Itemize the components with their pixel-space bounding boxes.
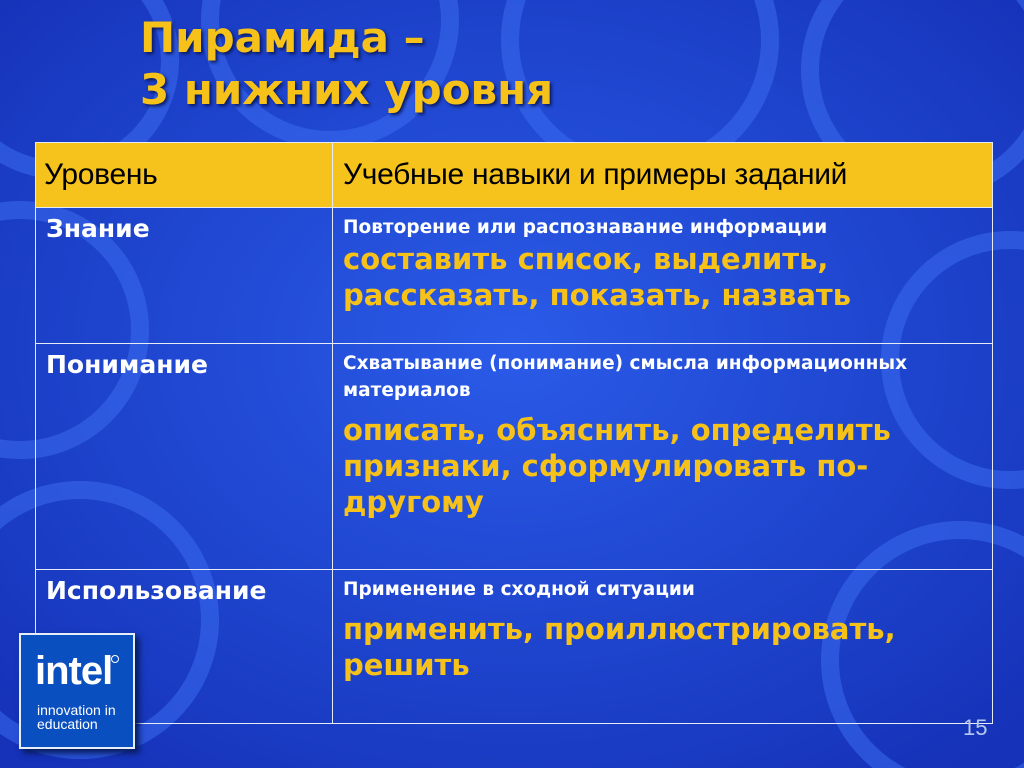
- task-verbs: применить, проиллюстрировать, решить: [343, 612, 896, 682]
- title-line-2: 3 нижних уровня: [140, 65, 554, 114]
- level-cell: [36, 344, 333, 570]
- logo-tagline-line-1: innovation in: [37, 702, 116, 718]
- skill-description: Схватывание (понимание) смысла информационных материалов: [343, 353, 908, 401]
- skill-description: Повторение или распознавание информации: [343, 217, 828, 238]
- page-number: 15: [963, 715, 988, 740]
- header-level: Уровень: [36, 143, 333, 208]
- skill-description: Применение в сходной ситуации: [343, 579, 695, 600]
- title-line-1: Пирамида –: [140, 13, 425, 62]
- task-verbs: описать, объяснить, определить признаки, сформулировать по-другому: [343, 413, 891, 519]
- slide-title: [140, 12, 553, 116]
- level-name: Знание: [46, 214, 150, 243]
- table-row: [36, 344, 993, 570]
- logo-brand: intel: [35, 649, 113, 693]
- level-cell: [36, 208, 333, 344]
- task-verbs: составить список, выделить, рассказать, показать, назвать: [343, 242, 852, 312]
- header-skills: Учебные навыки и примеры заданий: [333, 143, 993, 208]
- table-row: [36, 570, 993, 724]
- table-row: [36, 208, 993, 344]
- skills-cell: [333, 344, 993, 570]
- skills-cell: [333, 208, 993, 344]
- skills-cell: [333, 570, 993, 724]
- logo-tagline-line-2: education: [37, 716, 98, 732]
- registered-mark-icon: [111, 655, 119, 663]
- logo-tagline: [37, 703, 116, 731]
- levels-table: [35, 142, 993, 724]
- level-name: Понимание: [46, 350, 208, 379]
- intel-logo: [19, 633, 135, 749]
- level-name: Использование: [46, 576, 267, 605]
- table-header-row: [36, 143, 993, 208]
